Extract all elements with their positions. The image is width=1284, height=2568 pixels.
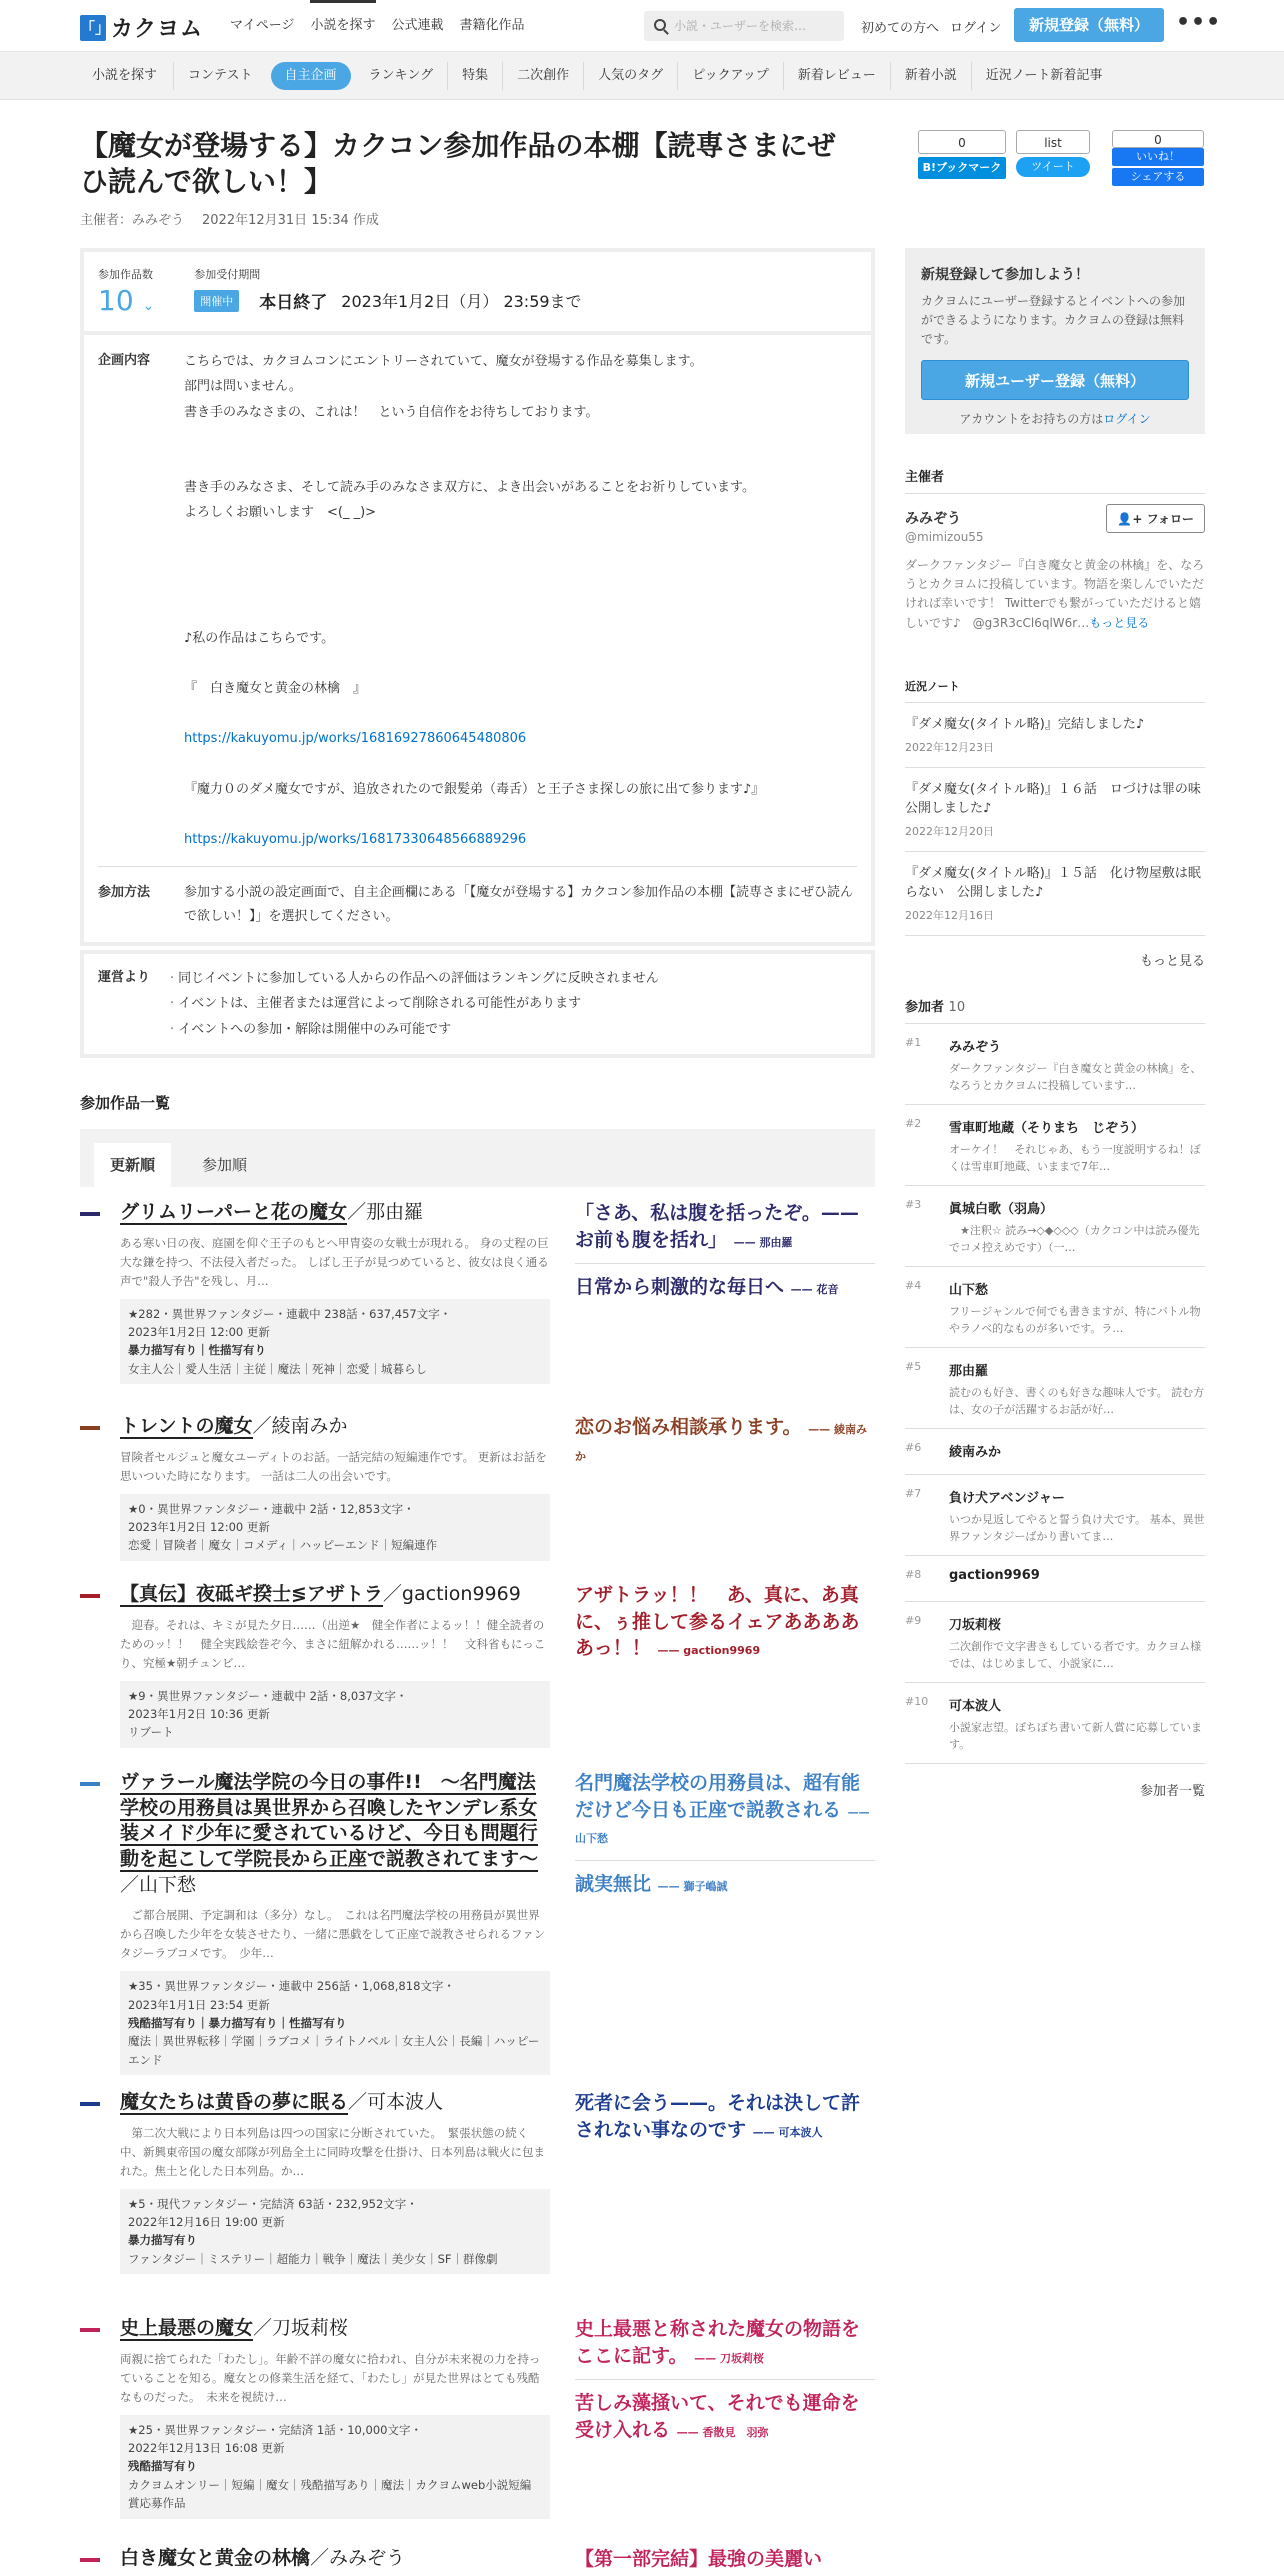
tab-joined[interactable]: 参加順 <box>202 1156 248 1174</box>
member-name: みみぞう <box>949 1040 1002 1055</box>
member-name: 山下愁 <box>949 1283 989 1298</box>
note-title: 『ダメ魔女(タイトル略)』１５話 化け物屋敷は眠らない 公開しました♪ <box>905 865 1201 900</box>
note-title: 『ダメ魔女(タイトル略)』完結しました♪ <box>905 717 1145 732</box>
member-item[interactable] <box>905 1348 1205 1429</box>
ops-item: · イベントへの参加・解除は開催中のみ可能です <box>170 1017 659 1042</box>
work-stats: ★9・異世界ファンタジー・連載中 2話・8,037文字・ <box>128 1688 408 1703</box>
work-author[interactable]: ／綾南みか <box>252 1415 348 1437</box>
work-meta <box>120 2415 550 2519</box>
subnav-new-reviews[interactable]: 新着レビュー <box>783 62 890 90</box>
work-intro: ある寒い日の夜、庭園を仰ぐ王子のもとへ甲冑姿の女戦士が現れる。 身の丈程の巨大な鎌を持つ、不法侵入者だった。 しばし王子が見つめていると、彼女は良く通る声で"殺人予告"を残し、月… <box>120 1235 549 1288</box>
method-text: 参加する小説の設定画面で、自主企画欄にある「【魔女が登場する】カクコン参加作品の本棚【読専さまにぜひ読んで欲しい！】」を選択してください。 <box>184 885 853 924</box>
work-intro: 迎春。それは、キミが見た夕日……（出逆★ 健全作者によるッ！！健全読者のためのッ！！ 健全実践絵巻ぞ今、まさに紐解かれる……ッ！！ 文科省もにっこり、究極★朝チュンビ… <box>120 1617 546 1670</box>
catchphrase-by: —— 綾南みか <box>575 1423 867 1463</box>
chevron-down-icon: ⌄ <box>142 298 155 314</box>
desc-line <box>184 802 764 827</box>
entry-period: 参加受付期間 開催中 本日終了 2023年1月2日（月） 23:59まで <box>194 268 582 313</box>
catchphrase-text: 恋のお悩み相談承ります。 <box>575 1416 802 1438</box>
member-rank: #4 <box>905 1279 922 1292</box>
created-date: 2022年12月31日 15:34 作成 <box>202 212 379 228</box>
works-list-heading: 参加作品一覧 <box>80 1094 171 1112</box>
member-desc: 二次創作で文字書きもしている者です。カクヨム様では、はじめまして、小説家に… <box>949 1640 1202 1671</box>
event-info <box>80 248 875 946</box>
header <box>0 0 1284 52</box>
subnav-contest[interactable]: コンテスト <box>173 62 266 90</box>
catchphrase-text: 死者に会う——。それは決して許されない事なのです <box>575 2092 861 2141</box>
subnav-ranking[interactable]: ランキング <box>368 68 434 83</box>
work-tags[interactable]: 恋愛｜冒険者｜魔女｜コメディ｜ハッピーエンド｜短編連作 <box>128 1538 438 1553</box>
catchphrase[interactable] <box>575 2316 875 2369</box>
member-rank: #8 <box>905 1568 922 1581</box>
work-title <box>120 2316 550 2342</box>
work-color-bar <box>80 2328 100 2332</box>
social-buttons <box>918 130 1204 190</box>
catchphrase[interactable] <box>575 1200 875 1253</box>
event-stats <box>84 252 871 335</box>
join-box: 新規登録して参加しよう！ カクヨムにユーザー登録するとイベントへの参加ができるようになります。カクヨムの登録は無料です。 新規ユーザー登録（無料） アカウントをお持ちの方はログイン <box>905 248 1205 434</box>
member-desc: 読むのも好き、書くのも好きな趣味人です。 読む方は、女の子が活躍するお話が好… <box>949 1386 1205 1417</box>
operations-notice: 運営より · 同じイベントに参加している人からの作品への評価はランキングに反映されません · イベントは、主催者または運営によって削除される可能性があります · イベントへの参加・解除は開催中のみ可能です <box>80 950 875 1058</box>
nav-mypage[interactable]: マイページ <box>230 18 295 33</box>
member-name: 刀坂莉桜 <box>949 1618 1002 1633</box>
member-desc: フリージャンルで何でも書きますが、特にバトル物やラノベ的なものが多いです。ラ… <box>949 1305 1201 1336</box>
work-color-bar <box>80 1594 100 1598</box>
member-desc: オーケイ！ それじゃあ、もう一度説明するね！ぼくは雪車町地蔵、いままで7年… <box>949 1143 1201 1174</box>
desc-line: 書き手のみなさま、そして読み手のみなさま双方に、よき出会いがあることをお祈りしています。 <box>184 480 755 496</box>
work-updated: 2023年1月1日 23:54 更新 <box>128 1997 270 2012</box>
desc-line <box>184 526 764 551</box>
work-updated: 2022年12月13日 16:08 更新 <box>128 2440 285 2455</box>
nav-official[interactable]: 公式連載 <box>391 18 444 33</box>
work-author[interactable]: ／gaction9969 <box>382 1583 521 1605</box>
facebook-widget[interactable]: 0 いいね！ シェアする <box>1112 130 1204 186</box>
work-tags[interactable]: 魔法｜異世界転移｜学園｜ラブコメ｜ライトノベル｜女主人公｜長編｜ハッピーエンド <box>128 2034 540 2067</box>
desc-line: ♪私の作品はこちらです。 <box>184 630 335 646</box>
work-meta <box>120 1494 550 1561</box>
catchphrase-text: 「さあ、私は腹を括ったぞ。——お前も腹を括れ」 <box>575 1202 859 1251</box>
works-list-section <box>80 1092 875 1187</box>
catchphrase-text: 【第一部完結】最強の美麗い <box>575 2548 823 2568</box>
work-title-link[interactable]: トレントの魔女 <box>120 1415 253 1437</box>
subnav-new-notes[interactable]: 近況ノート新着記事 <box>971 62 1117 90</box>
member-name: gaction9969 <box>949 1568 1040 1583</box>
login-link[interactable]: ログイン <box>950 21 1002 36</box>
members-section: 参加者 10 #1 みみぞう ダークファンタジー『白き魔女と黄金の林檎』を、なろうとカクヨムに投稿しています… #2 雪車町地蔵（そりまち じぞう） オーケイ！ それじゃあ、もう一度説明するね！ぼくは雪車町地蔵、いままで7年… #3 眞城白歌（羽鳥） ★注釈☆ 読み→◇◆◇◇◇（カクコン中は読み優先でコメ控えめです）（一… #4 山下愁 フリージャンルで何でも書きますが、特にバトル物やラノベ的なものが多いです。ラ… #5 那由羅 読むのも好き、書くのも好きな趣味人です。 読む方は、女の子が活躍するお話が好… #6 綾南みか #7 負け犬アベンジャー いつか見返してやると誓う負け犬です。 基本、異世界ファンタジーばかり書いてま… #8 gaction9969 #9 刀坂莉桜 二次創作で文字書きもしている者です。カクヨム様では、はじめまして、小説家に… #10 可本波人 小説家志望。ぼちぼち書いて新人賞に応募しています。 参加者一覧 <box>905 996 1205 1799</box>
work-warnings: 暴力描写有り｜性描写有り <box>128 1343 266 1358</box>
work-warnings: 残酷描写有り <box>128 2459 197 2474</box>
logo[interactable]: 「」 カクヨム <box>80 12 203 43</box>
note-date: 2022年12月20日 <box>905 824 994 838</box>
member-name: 那由羅 <box>949 1364 989 1379</box>
work-updated: 2023年1月2日 10:36 更新 <box>128 1706 270 1721</box>
desc-line <box>184 576 764 601</box>
work-intro: 第二次大戦により日本列島は四つの国家に分断されていた。 緊張状態の続く中、新興東帝国の魔女部隊が列島全土に同時攻撃を仕掛け、日本列島は戦火に包まれた。焦土と化した日本列島。か… <box>120 2125 546 2178</box>
logo-icon: 「」 <box>80 15 106 41</box>
event-method: 参加方法 参加する小説の設定画面で、自主企画欄にある「【魔女が登場する】カクコン参加作品の本棚【読専さまにぜひ読んで欲しい！】」を選択してください。 <box>84 867 871 942</box>
beginner-link[interactable]: 初めての方へ <box>861 21 940 36</box>
desc-line: 『魔力０のダメ魔女ですが、追放されたので銀髪弟（毒舌）と王子さま探しの旅に出て参ります♪』 <box>184 781 765 797</box>
work-title-link[interactable]: 白き魔女と黄金の林檎 <box>120 2547 310 2568</box>
catchphrase[interactable] <box>575 1263 875 1301</box>
work-intro: 冒険者セルジュと魔女ユーディトのお話。一話完結の短編連作です。 更新はお話を思いついた時になります。 一話は二人の出会いです。 <box>120 1449 547 1483</box>
subnav-events[interactable]: 自主企画 <box>271 62 351 90</box>
work-title <box>120 2546 550 2568</box>
note-date: 2022年12月16日 <box>905 908 994 922</box>
follow-button[interactable]: 👤+ フォロー <box>1106 504 1205 533</box>
catchphrase-by: —— gaction9969 <box>657 1644 761 1658</box>
subnav-fanfic[interactable]: 二次創作 <box>502 62 583 90</box>
desc-line <box>184 601 764 626</box>
header-nav <box>230 0 541 52</box>
organizer[interactable]: 主催者：みみぞう <box>80 212 185 228</box>
work-author[interactable]: ／那由羅 <box>347 1201 424 1223</box>
note-item[interactable] <box>905 703 1205 768</box>
work-color-bar <box>80 2558 100 2562</box>
member-item[interactable] <box>905 1024 1205 1105</box>
work-meta <box>120 1971 550 2075</box>
sidebar-login-link[interactable]: ログイン <box>1103 411 1151 426</box>
work-color-bar <box>80 1212 100 1216</box>
member-rank: #2 <box>905 1117 922 1130</box>
nav-books[interactable]: 書籍化作品 <box>459 18 525 33</box>
member-rank: #10 <box>905 1695 929 1708</box>
work-meta <box>120 1681 550 1748</box>
entry-count[interactable]: 参加作品数 10 ⌄ <box>98 268 155 317</box>
work-author[interactable]: ／刀坂莉桜 <box>253 2317 349 2339</box>
desc-line <box>184 651 764 676</box>
member-rank: #3 <box>905 1198 922 1211</box>
member-name: 可本波人 <box>949 1699 1002 1714</box>
work-stats: ★35・異世界ファンタジー・連載中 256話・1,068,818文字・ <box>128 1979 455 1994</box>
catchphrase-by: —— 花音 <box>790 1283 839 1297</box>
catchphrase-text: 日常から刺激的な毎日へ <box>575 1276 785 1299</box>
hatena-bookmark[interactable]: 0 B!ブックマーク <box>918 130 1006 179</box>
catchphrase-text: 史上最悪と称された魔女の物語をここに記す。 <box>575 2318 861 2367</box>
catchphrase-text: 誠実無比 <box>575 1872 652 1895</box>
catchphrase-by: —— 山下愁 <box>575 1805 870 1846</box>
catchphrase[interactable] <box>575 2090 875 2143</box>
work-author[interactable]: ／山下愁 <box>120 1873 197 1896</box>
member-desc: 小説家志望。ぼちぼち書いて新人賞に応募しています。 <box>949 1721 1202 1752</box>
work-author[interactable]: ／可本波人 <box>348 2091 444 2113</box>
work-title <box>120 1414 550 1440</box>
member-item[interactable] <box>905 1105 1205 1186</box>
work-warnings: 暴力描写有り <box>128 2233 197 2248</box>
member-item[interactable] <box>905 1602 1205 1683</box>
catchphrase-by: —— 香散見 羽弥 <box>676 2425 769 2439</box>
work-color-bar <box>80 2102 100 2106</box>
member-rank: #7 <box>905 1487 922 1500</box>
signup-button[interactable]: 新規ユーザー登録（無料） <box>921 360 1189 400</box>
ends-label: 本日終了 <box>259 293 328 313</box>
host-profile: 主催者 みみぞう @mimizou55 👤+ フォロー ダークファンタジー『白き魔女と黄金の林檎』を、なろうとカクヨムに投稿しています。物語を楽しんでいただければ幸いです！ Twitterでも繋がっていただけると嬉しいです♪ @g3R3cCl6qlW6r…もっと見る <box>905 466 1205 633</box>
catchphrase-text: アザトラッ！！ あ、真に、あ真に、ぅ推して参るイェアあああああっ！！ <box>575 1584 860 1660</box>
work-title <box>120 2090 550 2116</box>
catchphrase-text: 苦しみ藻掻いて、それでも運命を受け入れる <box>575 2392 860 2441</box>
work-updated: 2023年1月2日 12:00 更新 <box>128 1519 270 1534</box>
work-color-bar <box>80 1782 100 1786</box>
catchphrase-text: 名門魔法学校の用務員は、超有能だけど今日も正座で説教される <box>575 1772 861 1821</box>
work-title-link[interactable]: 魔女たちは黄昏の夢に眠る <box>120 2091 349 2113</box>
ops-item: · 同じイベントに参加している人からの作品への評価はランキングに反映されません <box>170 966 659 991</box>
work-stats: ★25・異世界ファンタジー・完結済 1話・10,000文字・ <box>128 2422 422 2437</box>
deadline: 2023年1月2日（月） 23:59まで <box>341 292 582 311</box>
member-name: 綾南みか <box>949 1445 1002 1460</box>
member-rank: #1 <box>905 1036 922 1049</box>
subnav-tags[interactable]: 人気のタグ <box>583 62 677 90</box>
note-item[interactable] <box>905 852 1205 936</box>
host-more-link[interactable]: もっと見る <box>1089 615 1150 630</box>
desc-line <box>184 450 764 475</box>
desc-line: こちらでは、カクヨムコンにエントリーされていて、魔女が登場する作品を募集します。 <box>184 354 703 369</box>
sort-tabs <box>80 1129 875 1187</box>
catchphrase[interactable] <box>575 1414 875 1467</box>
event-header <box>80 100 875 228</box>
member-rank: #5 <box>905 1360 922 1373</box>
work-title-link[interactable]: グリムリーパーと花の魔女 <box>120 1201 348 1223</box>
member-item[interactable] <box>905 1186 1205 1267</box>
desc-line: よろしくお願いします <(_ _)> <box>184 505 377 521</box>
note-title: 『ダメ魔女(タイトル略)』１６話 ロづけは罪の味 公開しました♪ <box>905 781 1214 816</box>
note-item[interactable] <box>905 768 1214 852</box>
catchphrase[interactable] <box>575 2379 875 2443</box>
work-link[interactable]: https://kakuyomu.jp/works/16816927860645480806 <box>184 731 527 747</box>
member-desc: ダークファンタジー『白き魔女と黄金の林檎』を、なろうとカクヨムに投稿しています… <box>949 1062 1202 1093</box>
status-badge: 開催中 <box>194 290 239 312</box>
subnav-features[interactable]: 特集 <box>447 62 502 90</box>
work-author[interactable]: ／みみぞう <box>310 2547 406 2568</box>
tab-updated[interactable]: 更新順 <box>94 1143 171 1187</box>
work-color-bar <box>80 1426 100 1430</box>
work-title <box>120 1582 550 1608</box>
catchphrase[interactable] <box>575 1860 875 1898</box>
work-warnings: 残酷描写有り｜暴力描写有り｜性描写有り <box>128 2015 347 2030</box>
work-tags[interactable]: カクヨムオンリー｜短編｜魔女｜残酷描写あり｜魔法｜カクヨムweb小説短編賞応募作品 <box>128 2477 532 2511</box>
member-rank: #9 <box>905 1614 922 1627</box>
work-meta <box>120 2189 550 2275</box>
host-id: @mimizou55 <box>905 530 984 544</box>
catchphrase[interactable] <box>575 2546 875 2568</box>
work-tags[interactable]: リブート <box>128 1725 174 1740</box>
desc-line <box>184 425 764 450</box>
page-title: 【魔女が登場する】カクコン参加作品の本棚【読専さまにぜひ読んで欲しい！】 <box>80 129 836 199</box>
work-intro: ご都合展開、予定調和は（多分）なし。 これは名門魔法学校の用務員が異世界から召喚した少年を女装させたり、一緒に悪戯をして正座で説教させられるファンタジーラブコメです。 少年… <box>120 1908 546 1961</box>
subnav-new-novels[interactable]: 新着小説 <box>890 62 971 90</box>
member-name: 雪車町地蔵（そりまち じぞう） <box>949 1121 1145 1136</box>
more-menu-icon[interactable]: ••• <box>1176 10 1222 35</box>
work-stats: ★5・現代ファンタジー・完結済 63話・232,952文字・ <box>128 2196 418 2211</box>
note-date: 2022年12月23日 <box>905 740 994 754</box>
ops-item: · イベントは、主催者または運営によって削除される可能性があります <box>170 991 659 1016</box>
follow-icon: 👤+ <box>1117 512 1143 526</box>
desc-line: 『 白き魔女と黄金の林檎 』 <box>184 681 367 697</box>
work-link[interactable]: https://kakuyomu.jp/works/16817330648566889296 <box>184 832 527 848</box>
nav-search-novels[interactable]: 小説を探す <box>310 0 375 52</box>
member-item[interactable] <box>905 1267 1205 1348</box>
member-name: 負け犬アベンジャー <box>949 1491 1065 1506</box>
work-tags[interactable]: ファンタジー｜ミステリー｜超能力｜戦争｜魔法｜美少女｜SF｜群像劇 <box>128 2251 498 2266</box>
catchphrase-by: —— 可本波人 <box>752 2125 823 2139</box>
work-title-link[interactable]: 【真伝】夜砥ギ揆士≶アザトラ <box>120 1583 383 1605</box>
sub-navigation <box>0 52 1284 100</box>
desc-line <box>184 752 764 777</box>
work-title <box>120 1200 550 1226</box>
work-meta <box>120 1299 550 1385</box>
search-input[interactable]: 小説・ユーザーを検索… <box>644 11 844 41</box>
member-item[interactable] <box>905 1683 1205 1764</box>
catchphrase-by: —— 獅子嶋誠 <box>657 1879 728 1893</box>
work-stats: ★0・異世界ファンタジー・連載中 2話・12,853文字・ <box>128 1501 415 1516</box>
catchphrase-by: —— 那由羅 <box>733 1235 793 1249</box>
work-tags[interactable]: 女主人公｜愛人生活｜主従｜魔法｜死神｜恋愛｜城暮らし <box>128 1361 427 1376</box>
subnav-pickup[interactable]: ピックアップ <box>677 62 783 90</box>
work-updated: 2022年12月16日 19:00 更新 <box>128 2214 285 2229</box>
desc-line <box>184 701 764 726</box>
work-updated: 2023年1月2日 12:00 更新 <box>128 1324 270 1339</box>
member-desc: いつか見返してやると誓う負け犬です。 基本、異世界ファンタジーばかり書いてま… <box>949 1513 1205 1544</box>
member-item[interactable] <box>905 1556 1205 1602</box>
desc-line <box>184 551 764 576</box>
event-content: 企画内容 こちらでは、カクヨムコンにエントリーされていて、魔女が登場する作品を募集します。 部門は問いません。 書き手のみなさまの、これは！ という自信作をお待ちしております。 書き手のみなさま、そして読み手のみなさま双方に、よき出会いがあることをお祈りしています。 よろしくお願いします <(_ _)> ♪私の作品はこちらです。 『 白き魔女と黄金の林檎 』 https://kakuyomu.jp/works/16816927860645480806 『魔力０のダメ魔女ですが、追放されたので銀髪弟（毒舌）と王子さま探しの旅に出て参ります♪』 https://kakuyomu.jp/works/16817330648566889296 <box>84 335 871 866</box>
event-description <box>184 349 764 852</box>
search-icon <box>654 19 666 31</box>
desc-line: 部門は問いません。 <box>184 379 302 395</box>
catchphrase[interactable] <box>575 1770 875 1850</box>
work-intro: 両親に捨てられた「わたし」。年齢不詳の魔女に拾われ、自分が未来視の力を持っていることを知る。魔女との修業生活を経て、「わたし」が見た世界はとても残酷なものだった。 未来を視続け… <box>120 2351 541 2404</box>
tweet-widget[interactable]: list ツイート <box>1016 130 1090 177</box>
work-title-link[interactable]: ヴァラール魔法学院の今日の事件!! 〜名門魔法学校の用務員は異世界から召喚したヤンデレ系女装メイド少年に愛されているけど、今日も問題行動を起こして学院長から正座で説教されてます〜 <box>120 1771 539 1870</box>
host-name[interactable]: みみぞう <box>905 511 961 527</box>
host-bio: ダークファンタジー『白き魔女と黄金の林檎』を、なろうとカクヨムに投稿しています。物語を楽しんでいただければ幸いです！ Twitterでも繋がっていただけると嬉しいです♪ @g3R3cCl6qlW6r…もっと見る <box>905 558 1205 630</box>
work-title-link[interactable]: 史上最悪の魔女 <box>120 2317 254 2339</box>
catchphrase-by: —— 刀坂莉桜 <box>694 2351 764 2365</box>
subnav-search[interactable]: 小説を探す <box>92 68 158 83</box>
members-all-link[interactable]: 参加者一覧 <box>1139 1784 1205 1799</box>
member-item[interactable] <box>905 1475 1205 1556</box>
notes-section: 近況ノート 『ダメ魔女(タイトル略)』完結しました♪ 2022年12月23日 『ダメ魔女(タイトル略)』１６話 ロづけは罪の味 公開しました♪ 2022年12月20日 『ダメ魔女(タイトル略)』１５話 化け物屋敷は眠らない 公開しました♪ 2022年12月16日 もっと見る <box>905 680 1214 969</box>
member-desc: ★注釈☆ 読み→◇◆◇◇◇（カクコン中は読み優先でコメ控えめです）（一… <box>949 1224 1200 1255</box>
catchphrase[interactable] <box>575 1582 875 1662</box>
event-meta <box>80 209 875 228</box>
member-name: 眞城白歌（羽鳥） <box>949 1202 1054 1217</box>
member-item[interactable] <box>905 1429 1205 1475</box>
desc-line: 書き手のみなさまの、これは！ という自信作をお待ちしております。 <box>184 404 599 420</box>
member-rank: #6 <box>905 1441 922 1454</box>
sidebar <box>905 248 1214 1799</box>
work-title <box>120 1770 550 1898</box>
register-button[interactable]: 新規登録（無料） <box>1014 8 1164 42</box>
members-count: 10 <box>948 1000 966 1015</box>
notes-more-link[interactable]: もっと見る <box>1139 953 1205 969</box>
work-stats: ★282・異世界ファンタジー・連載中 238話・637,457文字・ <box>128 1306 452 1321</box>
